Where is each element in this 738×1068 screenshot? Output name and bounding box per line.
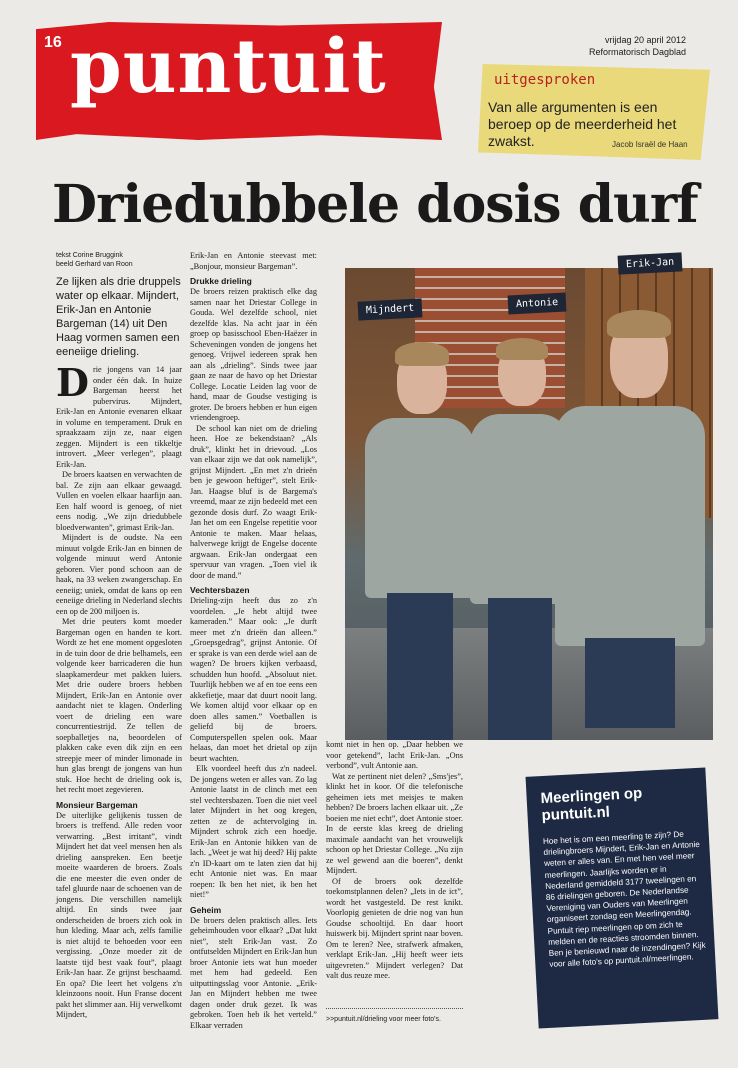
subheading: Drukke drieling: [190, 276, 252, 286]
sidebar-text: Hoe het is om een meerling te zijn? De drielingbroers Mijndert, Erik-Jan en Antonie weten er alles van. En met hen veel meer meerlingen. Jaarlijks worden er in Nederland gemiddeld 3177 tweelingen en 86 drielingen geboren. De Nederlandse Vereniging van Ouders van Meerlingen organiseert zondag een Meerlingendag. Puntuit riep meerlingen op om zich te melden en de reacties stroomden binnen. Ben je benieuwd naar de inzendingen? Kijk voor alle foto's op puntuit.nl/meerlingen.: [542, 829, 706, 970]
jacket: [555, 406, 705, 646]
sidebar-title: Meerlingen op puntuit.nl: [540, 784, 643, 825]
article-headline: Driedubbele dosis durf: [52, 174, 698, 235]
paragraph: De broers reizen praktisch elke dag samen naar het Driestar College in Gouda. Wel dezelfde school, niet dezelfde klas. Na acht jaar in één groep op basisschool Eben-Haëzer in Scheveningen vonden de jongens het genoeg. Vrijwel iedereen sprak hen aan als „drieling”. Sinds twee jaar gaan ze naar de havo op het Driestar College. Locatie Leiden lag voor de hand, maar de Goudse vestiging is groter. De broers hebben er hun eigen vriendengroep.: [190, 287, 317, 422]
credit-text: tekst Corine Bruggink: [56, 252, 123, 259]
header-dateline: [589, 34, 686, 58]
paragraph: Mijndert is de oudste. Na een minuut volgde Erik-Jan en binnen de volgende minuut werd Antonie geboren. Vier pond schoon aan de haak, na 33 weken zwangerschap. En eeneiig; uniek, omdat de kans op een eeneiige drieling in Nederland slechts een op de 200 miljoen is.: [56, 533, 182, 616]
footer-divider: [326, 1008, 463, 1009]
jeans: [488, 598, 552, 740]
name-tag-antonie: Antonie: [508, 292, 567, 314]
article-column-1: [56, 360, 182, 1065]
subheading: Geheim: [190, 904, 222, 915]
paragraph: De school kan niet om de drieling heen. Hoe ze bekendstaan? „Als druk”, klinkt het in drievoud. „Los van elkaar zijn we dat ook namelijk”, grijnst Mijndert. „En met z'n drieën ben je gewoon heftiger”, stelt Erik-Jan. Haagse bluf is de Bargema's vreemd, maar ze zijn bedeeld met een gezonde dosis durf. Zo waagt Erik-Jan het om een Engelse repetitie voor Antonie te maken. Maar helaas, halverwege krijgt de Engelse docente argwaan. Erik-Jan ondergaat een spervuur van vragen. „Toen viel ik door de mand.”: [190, 423, 317, 580]
paragraph: Drieling-zijn heeft dus zo z'n voordelen. „Je hebt altijd twee kameraden.” Maar ook: „Je durft meer met z'n drieën dan alleen.” „Groepsgedrag”, grijnst Antonie. Of er sprake is van een derde wiel aan de wagen? De broers kijken verbaasd, schudden hun hoofd. „Absoluut niet. Tuurlijk hebben we af en toe eens een akkefietje, maar dat duurt nooit lang. We komen altijd voor elkaar op en doen alles samen.” Voetballen is geliefd bij de broers. Computerspellen spelen ook. Maar helaas, dan moet het drietal op zijn beurt wachten.: [190, 596, 317, 763]
credit-photo: beeld Gerhard van Roon: [56, 261, 133, 268]
paragraph: De broers delen praktisch alles. Iets geheimhouden voor elkaar? „Dat lukt niet”, stelt Erik-Jan vast. Zo ontfutselden Mijndert en Erik-Jan hun broer Antonie iets wat hun moeder met hem had gedeeld. Een uitputtingsslag voor Antonie. „Erik-Jan en Mijndert hebben me twee dagen onder druk gezet. Ik was gebroken. Toen heb ik het verteld.” Elkaar verraden: [190, 915, 317, 1030]
paragraph: Elk voordeel heeft dus z'n nadeel. De jongens weten er alles van. Zo lag Antonie laatst in de clinch met een stel vechtersbazen. Toen die niet veel later Mijndert in het oog kregen, zetten ze de achtervolging in. Mijndert schrok zich een hoedje. Erik-Jan en Antonie hikken van de lach. „Weet je wat hij deed? Hij pakte z'n ID-kaart om te laten zien dat hij echt Antonie niet was. En maar roepen: Ik ben het niet, ik ben het niet!”: [190, 764, 317, 899]
jeans: [585, 638, 675, 728]
paragraph: Of de broers ook dezelfde toekomstplannen delen? „Iets in de ict”, wordt het vastgesteld. De rest knikt. Voorlopig genieten de drie nog van hun Goudse schooltijd. En daar hoort huiswerk bij. Mijndert sprint naar boven. Om te leren? Nee, strafwerk afmaken, verklapt Erik-Jan. „Hij heeft weer iets uitgevreten.” Mijndert verlegen? Dat valt dus reuze mee.: [326, 876, 463, 980]
article-column-3: [326, 740, 463, 1040]
jeans: [387, 593, 453, 740]
name-tag-erik-jan: Erik-Jan: [618, 252, 683, 274]
article-credits: [56, 251, 133, 269]
subheading: Vechtersbazen: [190, 585, 250, 595]
jacket: [365, 418, 475, 598]
hair: [395, 342, 449, 366]
paragraph: De broers kaatsen en verwachten de bal. Ze zijn aan elkaar gewaagd. Vullen en voelen elkaar haarfijn aan. Een half woord is genoeg, of niet eens nodig. „We zijn driedubbele bloedverwanten”, grimast Erik-Jan.: [56, 470, 182, 532]
quote-text: Van alle argumenten is een beroep op de meerderheid het zwakst.: [488, 99, 677, 149]
paragraph: Wat ze pertinent niet delen? „Sms'jes”, klinkt het in koor. Of die telefonische geheimen iets met meisjes te maken hebben? De broers lachen elkaar uit. „Ze boeien me niet echt”, doet Antonie stoer. In de eerste klas kreeg de drieling maximale aandacht van het vrouwelijk schoon op het Driestar College. „Nu zijn ze wel gewend aan die boeren”, denkt Mijndert.: [326, 771, 463, 875]
page-number: 16: [44, 34, 62, 51]
paragraph: rie jongens van 14 jaar onder één dak. In huize Bargeman heerst het pubervirus. Mijndert, Erik-Jan en Antonie evenaren elkaar in volume en temperament. Druk en spraakzaam zijn ze, naar eigen zeggen. Mijndert is een tikkeltje introvert. „Meer verlegen”, plaagt Erik-Jan.: [56, 365, 182, 469]
hair: [496, 338, 548, 360]
triplets-photo: [345, 268, 713, 740]
sidebar-box: [526, 767, 719, 1028]
paragraph: De uiterlijke gelijkenis tussen de broers is treffend. Alle reden voor verwarring. „Best irritant”, vindt Mijndert het dat veel mensen hen als drieling aanspreken. Een beetje moeite waarderen de broers. Zoals die ene meester die even onder de tafel gluurde naar de schoenen van de jongens. Die verschillen namelijk altijd. En sinds twee jaar onderscheiden de broers zich ook in hun kleding. Maar ach, zelfs familie is niet altijd te behoeden voor een vergissing. „Onze moeder zit de laatste tijd best vaak fout”, plaagt Erik-Jan haar. Ze grijnst beschaamd. En opa? Die leert het volgens z'n kleinzoons nooit. Hun Franse docent pakt het slimmer aan. Hij verwelkomt Mijndert,: [56, 810, 182, 1019]
newspaper-name: Reformatorisch Dagblad: [588, 47, 686, 57]
quote-author: Jacob Israël de Haan: [612, 140, 688, 149]
footer-link: >>puntuit.nl/drieling voor meer foto's.: [326, 1016, 441, 1023]
quote-label: uitgesproken: [494, 72, 596, 88]
article-intro: Ze lijken als drie druppels water op elkaar. Mijndert, Erik-Jan en Antonie Bargeman (14) uit Den Haag vormen samen een eeneiige drieling.: [56, 276, 181, 358]
name-tag-mijndert: Mijndert: [358, 298, 423, 320]
hair: [607, 310, 671, 338]
drop-cap: D: [56, 360, 89, 405]
section-title: puntuit: [70, 24, 387, 110]
paragraph: komt niet in hen op. „Daar hebben we voor getekend”, lacht Erik-Jan. „Ons verbond”, vult Antonie aan.: [326, 740, 463, 770]
paragraph: Erik-Jan en Antonie steevast met: „Bonjour, monsieur Bargeman”.: [190, 251, 317, 271]
paragraph: Met drie peuters komt moeder Bargeman ogen en handen te kort. Wordt ze het ene moment opgesloten in de tuin door de drie belhamels, een volgende keer barricaderen die hun slaapkamerdeur met pakken luiers. Met drie oudere broers hebben Mijndert, Erik-Jan en Antonie over aandacht niet te klagen. Onderling voert de drieling een ware concurrentiestrijd. Ze tellen de soepballetjes na, beoordelen of plakken cake even dik zijn en een streepje meer of minder limonade in hun glas brengt de jongens van hun stuk. Hoe hecht de drieling ook is, het recht moet zegevieren.: [56, 617, 182, 794]
article-column-2: [190, 251, 317, 1031]
subheading: Monsieur Bargeman: [56, 799, 138, 810]
issue-date: vrijdag 20 april 2012: [604, 35, 686, 45]
